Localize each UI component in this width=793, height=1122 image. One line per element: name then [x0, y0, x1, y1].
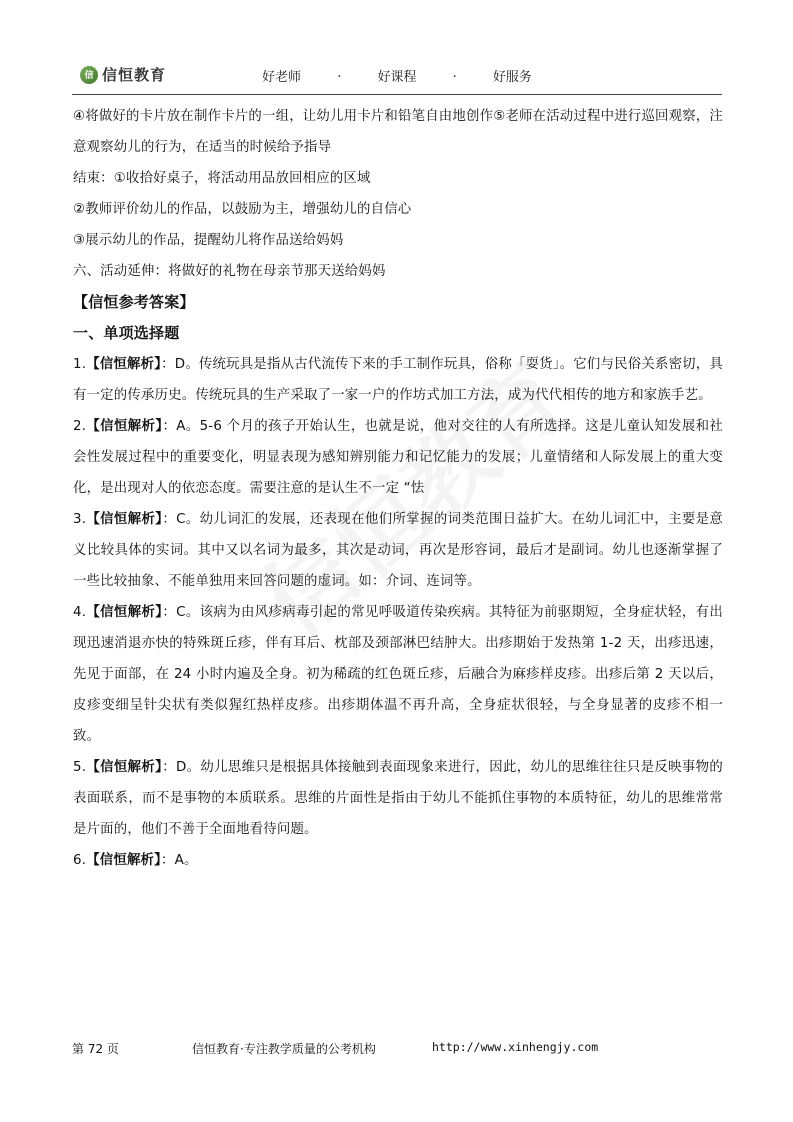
answer-text: ：C。幼儿词汇的发展，还表现在他们所掌握的词类范围日益扩大。在幼儿词汇中，主要是意义比较具体的实词。其中又以名词为最多，其次是动词，再次是形容词，最后才是副词。幼儿也逐渐掌握了一些比较抽象、不能单独用来回答问题的虚词。如：介词、连词等。	[73, 512, 724, 589]
page-number: 第 72 页	[72, 1042, 119, 1056]
answers-heading: 【信恒参考答案】	[73, 293, 195, 311]
answer-number: 1.	[73, 357, 87, 372]
answer-number: 2.	[73, 419, 87, 434]
answer-text: ：A。5-6 个月的孩子开始认生，也就是说，他对交往的人有所选择。这是儿童认知发展和社会性发展过程中的重要变化，明显表现为感知辨别能力和记忆能力的发展；儿童情绪和人际发展上的重大变化，是出现对人的依恋态度。需要注意的是认生不一定 “怯	[73, 419, 723, 496]
answer-number: 4.	[73, 605, 87, 620]
answer-text: ：D。幼儿思维只是根据具体接触到表面现象来进行，因此，幼儿的思维往往只是反映事物的表面联系，而不是事物的本质联系。思维的片面性是指由于幼儿不能抓住事物的本质特征，幼儿的思维常常是片面的，他们不善于全面地看待问题。	[73, 760, 723, 837]
header-slogan	[72, 66, 722, 85]
footer-url: http://www.xinhengjy.com	[432, 1040, 599, 1054]
answer-item	[73, 504, 723, 597]
answer-item	[73, 349, 723, 411]
paragraph: ④将做好的卡片放在制作卡片的一组，让幼儿用卡片和铅笔自由地创作⑤老师在活动过程中进行巡回观察，注意观察幼儿的行为，在适当的时候给予指导	[73, 109, 723, 155]
answer-number: 3.	[73, 512, 87, 527]
answer-tag: 【信恒解析】	[86, 605, 163, 620]
page-header	[72, 56, 722, 95]
slogan-item: 好老师	[262, 70, 302, 85]
answer-text: ：C。该病为由风疹病毒引起的常见呼吸道传染疾病。其特征为前驱期短，全身症状轻，有出现迅速消退亦快的特殊斑丘疹，伴有耳后、枕部及颈部淋巴结肿大。出疹期始于发热第 1-2 天，出疹迅速，先见于面部，在 24 小时内遍及全身。初为稀疏的红色斑丘疹，后融合为麻疹样皮疹。出疹后第 2 天以后，皮疹变细呈针尖状有类似猩红热样皮疹。出疹期体温不再升高，全身症状很轻，与全身显著的皮疹不相一致。	[73, 605, 724, 744]
answer-tag: 【信恒解析】	[86, 853, 162, 868]
paragraph: ②教师评价幼儿的作品，以鼓励为主，增强幼儿的自信心	[73, 202, 412, 217]
slogan-item: 好服务	[492, 70, 532, 85]
slogan-separator: ·	[452, 70, 457, 85]
answer-text: ：A。	[161, 853, 198, 868]
answer-item	[73, 597, 723, 752]
answer-tag: 【信恒解析】	[86, 760, 163, 775]
answer-item	[73, 411, 723, 504]
section-heading: 一、单项选择题	[73, 324, 180, 342]
logo-icon: 信	[80, 66, 98, 84]
document-body	[73, 101, 723, 876]
footer-org: 信恒教育·专注教学质量的公考机构	[192, 1042, 376, 1056]
paragraph: 结束：①收拾好桌子，将活动用品放回相应的区域	[73, 171, 371, 186]
paragraph: ③展示幼儿的作品，提醒幼儿将作品送给妈妈	[73, 233, 344, 248]
answer-tag: 【信恒解析】	[86, 512, 163, 527]
slogan-separator: ·	[337, 70, 342, 85]
paragraph: 六、活动延伸：将做好的礼物在母亲节那天送给妈妈	[73, 264, 386, 279]
answer-item	[73, 845, 723, 876]
answer-item	[73, 752, 723, 845]
answer-number: 5.	[73, 760, 87, 775]
answer-tag: 【信恒解析】	[86, 357, 162, 372]
answer-tag: 【信恒解析】	[86, 419, 163, 434]
slogan-item: 好课程	[377, 70, 417, 85]
logo-text: 信恒教育	[102, 66, 167, 84]
answer-text: ：D。传统玩具是指从古代流传下来的手工制作玩具，俗称「耍货」。它们与民俗关系密切，具有一定的传承历史。传统玩具的生产采取了一家一户的作坊式加工方法，成为代代相传的地方和家族手艺。	[73, 357, 723, 403]
answer-number: 6.	[73, 853, 87, 868]
